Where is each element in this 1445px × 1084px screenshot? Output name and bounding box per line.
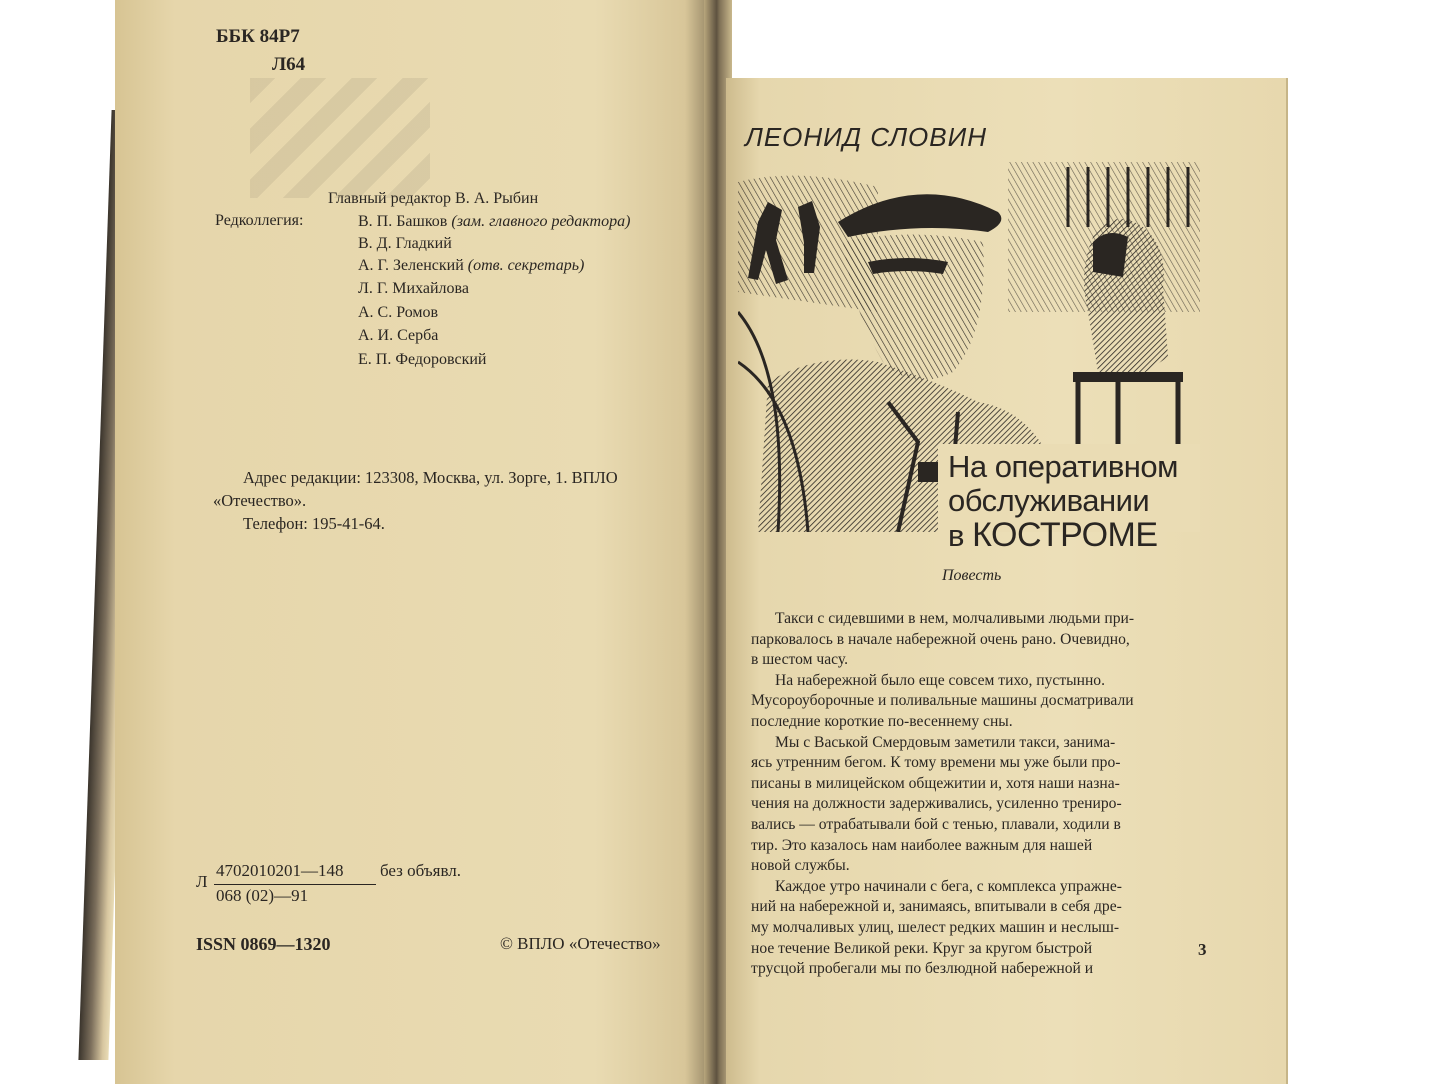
index-prefix: Л <box>196 872 208 891</box>
story-body <box>751 609 1211 980</box>
index-denominator: 068 (02)—91 <box>216 886 309 905</box>
text-line: вались — отрабатывали бой с тенью, плавали, ходили в <box>751 815 1121 833</box>
text-line: Каждое утро начинали с бега, с комплекса упражне- <box>775 877 1122 895</box>
text-line: ний на набережной и, занимаясь, впитывали в себя дре- <box>751 898 1122 916</box>
board-member: Е. П. Федоровский <box>358 351 487 368</box>
text-line: Мусороуборочные и поливальные машины досматривали <box>751 692 1134 710</box>
editorial-address-cont: «Отечество». <box>213 491 307 510</box>
text-line: На набережной было еще совсем тихо, пустынно. <box>775 671 1105 689</box>
board-member: А. С. Ромов <box>358 304 439 321</box>
text-line: ясь утренним бегом. К тому времени мы уже были про- <box>751 754 1121 772</box>
text-line: тир. Это казалось нам наиболее важным для нашей <box>751 836 1093 854</box>
text-line: писаны в милицейском общежитии и, хотя наши назна- <box>751 774 1120 792</box>
board-member: В. Д. Гладкий <box>358 235 452 252</box>
story-title-line1: На оперативном <box>948 449 1178 484</box>
index-suffix: без объявл. <box>380 861 462 880</box>
text-line: в шестом часу. <box>751 651 848 669</box>
board-member: А. Г. Зеленский (отв. секретарь) <box>358 257 585 274</box>
bbk-code: ББК 84Р7 <box>216 26 300 47</box>
text-line: последние короткие по-весеннему сны. <box>751 712 1013 730</box>
editorial-board-label: Редколлегия: <box>215 212 304 229</box>
text-line: ное течение Великой реки. Круг за кругом быстрой <box>751 939 1093 957</box>
board-member: Л. Г. Михайлова <box>358 280 469 297</box>
text-line: му молчаливых улиц, шелест редких машин и неслыш- <box>751 918 1120 936</box>
text-line: Такси с сидевшими в нем, молчаливыми людьми при- <box>775 610 1135 627</box>
editorial-phone: Телефон: 195-41-64. <box>243 514 385 533</box>
fraction-bar <box>214 884 376 885</box>
chief-editor: Главный редактор В. А. Рыбин <box>328 190 539 207</box>
issn: ISSN 0869—1320 <box>196 934 331 954</box>
story-title-line2: обслуживании <box>948 483 1150 518</box>
editorial-address: Адрес редакции: 123308, Москва, ул. Зорге, 1. ВПЛО <box>243 468 618 487</box>
story-title-line3: в КОСТРОМЕ <box>948 516 1158 554</box>
text-line: чения на должности задерживались, усиленно трениро- <box>751 795 1122 813</box>
genre-label: Повесть <box>942 567 1002 584</box>
copyright: © ВПЛО «Отечество» <box>500 934 661 953</box>
text-line: Мы с Васькой Смердовым заметили такси, занима- <box>775 733 1116 751</box>
index-numerator: 4702010201—148 <box>216 861 344 880</box>
story-title <box>948 450 1208 553</box>
text-line: трусцой пробегали мы по безлюдной набережной и <box>751 960 1094 978</box>
text-line: новой службы. <box>751 857 850 875</box>
page-number: 3 <box>1198 940 1207 959</box>
text-line: парковалось в начале набережной очень рано. Очевидно, <box>751 630 1130 648</box>
show-through-print <box>250 78 430 198</box>
board-member: В. П. Башков (зам. главного редактора) <box>358 213 631 230</box>
board-member: А. И. Серба <box>358 327 439 344</box>
classification-code: Л64 <box>272 54 306 75</box>
author-name: ЛЕОНИД СЛОВИН <box>745 122 987 152</box>
